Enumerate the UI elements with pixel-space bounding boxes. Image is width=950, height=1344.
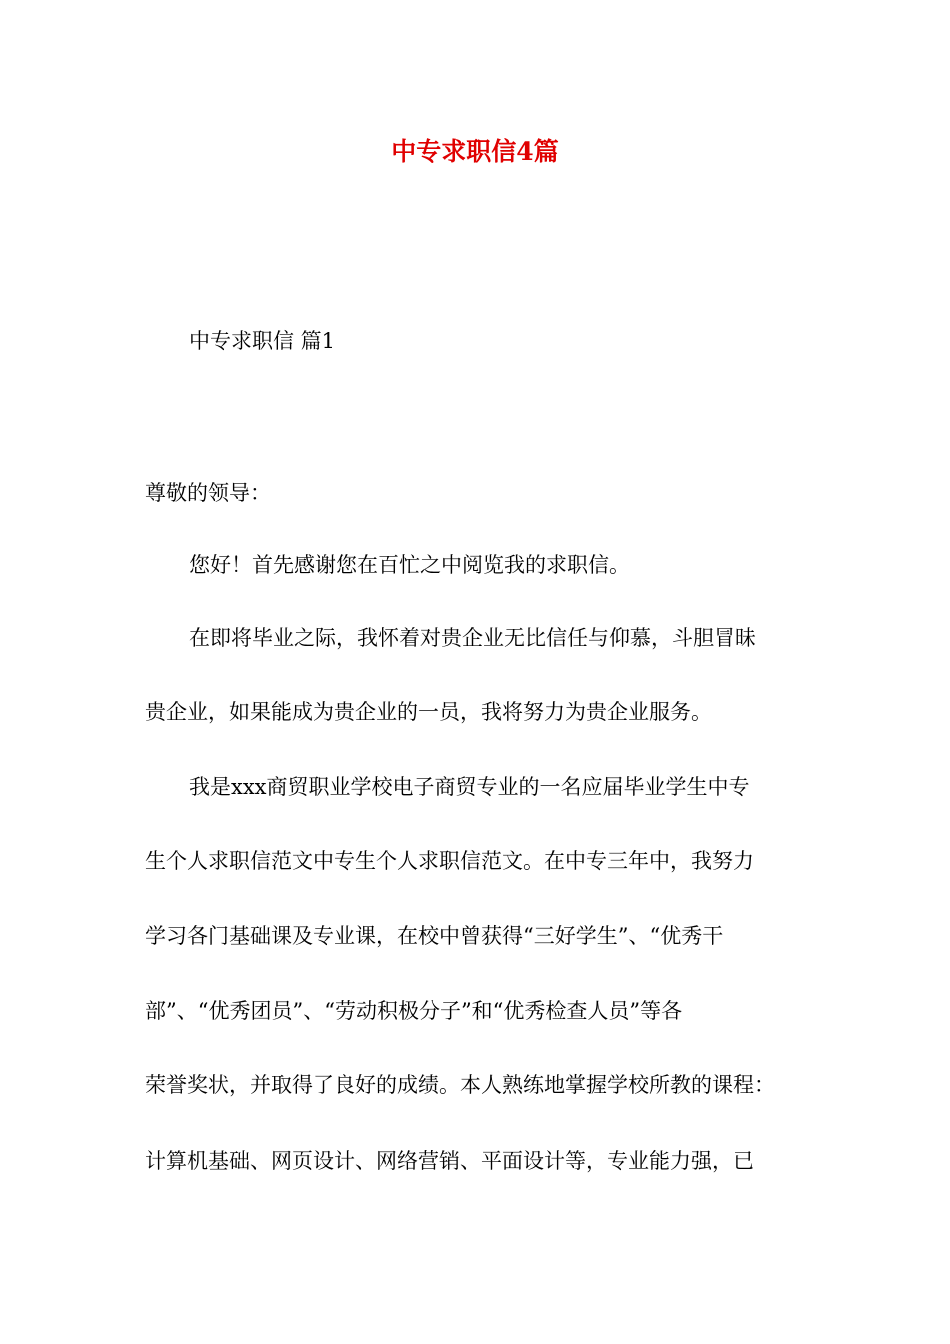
paragraph-line: 学习各门基础课及专业课，在校中曾获得“三好学生”、“优秀干 <box>145 924 724 948</box>
paragraph-line: 在即将毕业之际，我怀着对贵企业无比信任与仰慕，斗胆冒昧 <box>189 626 756 650</box>
paragraph-line: 荣誉奖状，并取得了良好的成绩。本人熟练地掌握学校所教的课程： <box>145 1073 775 1097</box>
paragraph-line: 贵企业，如果能成为贵企业的一员，我将努力为贵企业服务。 <box>145 700 712 724</box>
paragraph-line: 计算机基础、网页设计、网络营销、平面设计等，专业能力强，已 <box>145 1149 754 1173</box>
document-title: 中专求职信4篇 <box>391 137 559 166</box>
salutation: 尊敬的领导： <box>145 481 271 505</box>
paragraph-line: 您好！首先感谢您在百忙之中阅览我的求职信。 <box>189 553 630 577</box>
section-heading: 中专求职信 篇1 <box>189 329 336 353</box>
paragraph-line: 我是xxx商贸职业学校电子商贸专业的一名应届毕业学生中专 <box>189 775 750 799</box>
paragraph-line: 生个人求职信范文中专生个人求职信范文。在中专三年中，我努力 <box>145 849 754 873</box>
paragraph-line: 部”、“优秀团员”、“劳动积极分子”和“优秀检查人员”等各 <box>145 999 683 1023</box>
